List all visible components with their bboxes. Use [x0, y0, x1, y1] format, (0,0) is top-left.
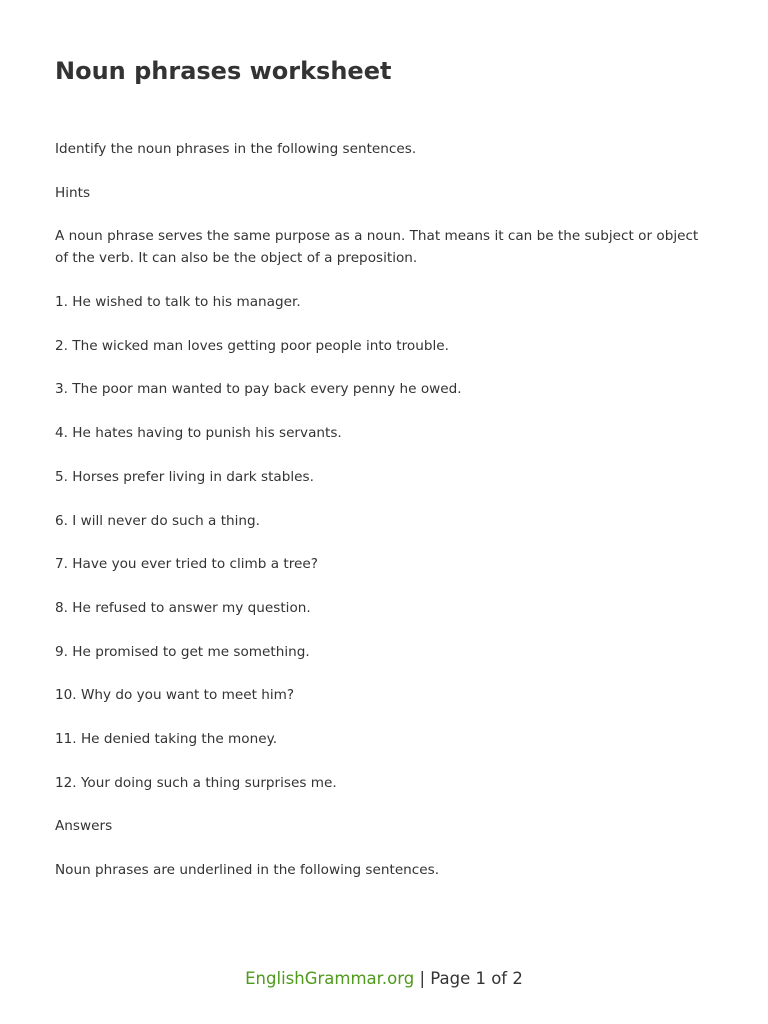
answers-intro: Noun phrases are underlined in the following sentences.: [55, 862, 440, 878]
sentence-item: 10. Why do you want to meet him?: [55, 687, 295, 704]
sentence-item: 2. The wicked man loves getting poor people into trouble.: [55, 337, 449, 354]
footer-separator: |: [414, 969, 431, 988]
sentence-item: 5. Horses prefer living in dark stables.: [55, 468, 314, 485]
sentence-item: 6. I will never do such a thing.: [55, 512, 261, 529]
hints-heading: Hints: [55, 184, 91, 201]
page-footer: [0, 968, 768, 990]
page-number: Page 1 of 2: [430, 969, 523, 988]
sentence-item: 9. He promised to get me something.: [55, 643, 310, 660]
answers-heading: Answers: [55, 818, 113, 835]
page-title: Noun phrases worksheet: [55, 57, 392, 85]
sentence-item: 3. The poor man wanted to pay back every penny he owed.: [55, 381, 462, 398]
sentence-item: 7. Have you ever tried to climb a tree?: [55, 556, 318, 573]
sentence-item: 4. He hates having to punish his servants.: [55, 425, 342, 442]
site-link[interactable]: EnglishGrammar.org: [245, 969, 415, 988]
sentence-item: 11. He denied taking the money.: [55, 730, 278, 747]
hint-text: A noun phrase serves the same purpose as a noun. That means it can be the subject or object of the verb. It can also be the object of a preposition.: [55, 228, 699, 267]
sentence-item: 12. Your doing such a thing surprises me.: [55, 774, 337, 791]
sentence-item: 1. He wished to talk to his manager.: [55, 294, 301, 311]
worksheet-body: [55, 138, 715, 903]
instruction-text: Identify the noun phrases in the following sentences.: [55, 141, 417, 157]
sentence-item: 8. He refused to answer my question.: [55, 599, 311, 616]
